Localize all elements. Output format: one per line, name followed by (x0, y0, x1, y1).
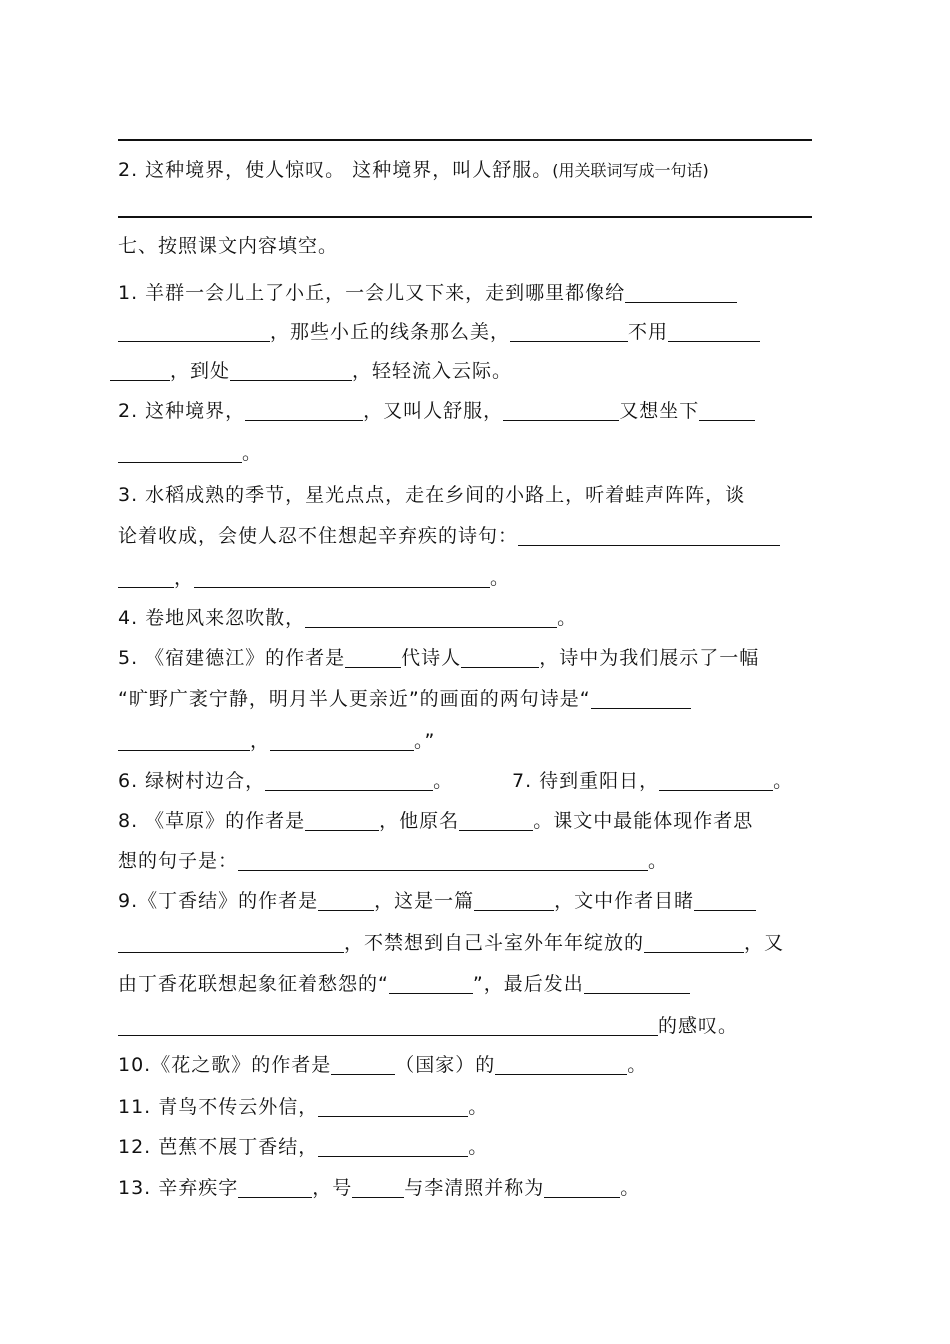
answer-blank[interactable] (668, 321, 760, 342)
answer-blank[interactable] (238, 850, 648, 871)
question-1-line-2: ，那些小丘的线条那么美， 不用 (118, 319, 760, 345)
answer-blank[interactable] (459, 810, 533, 831)
answer-blank[interactable] (270, 730, 414, 751)
answer-blank[interactable] (118, 442, 242, 463)
question-3-line-2: 论着收成，会使人忍不住想起辛弃疾的诗句： (118, 523, 780, 549)
answer-blank[interactable] (118, 321, 270, 342)
question-7: 7. 待到重阳日， 。 (512, 770, 794, 792)
question-5-line-3: ， 。” (118, 728, 435, 754)
answer-blank[interactable] (238, 1177, 312, 1198)
question-9-line-3: 由丁香花联想起象征着愁怨的“ ”，最后发出 (118, 971, 690, 997)
question-2-line-1: 2. 这种境界， ，又叫人舒服， 又想坐下 (118, 398, 755, 424)
answer-blank[interactable] (318, 1096, 468, 1117)
answer-blank[interactable] (544, 1177, 620, 1198)
question-1-line-1: 1. 羊群一会儿上了小丘，一会儿又下来，走到哪里都像给 (118, 280, 737, 306)
answer-blank[interactable] (345, 647, 401, 668)
answer-blank[interactable] (245, 400, 363, 421)
answer-blank[interactable] (318, 890, 374, 911)
answer-blank[interactable] (118, 567, 174, 588)
answer-blank[interactable] (591, 688, 691, 709)
answer-blank[interactable] (389, 973, 473, 994)
question-9-line-1: 9.《丁香结》的作者是 ，这是一篇 ，文中作者目睹 (118, 888, 756, 914)
question-4: 4. 卷地风来忽吹散， 。 (118, 607, 578, 629)
question-1-line-3: ，到处 ，轻轻流入云际。 (110, 358, 512, 384)
answer-blank[interactable] (331, 1054, 395, 1075)
answer-blank[interactable] (694, 890, 756, 911)
answer-blank[interactable] (503, 400, 619, 421)
question-11: 11. 青鸟不传云外信， 。 (118, 1096, 489, 1118)
answer-blank[interactable] (584, 973, 690, 994)
answer-blank[interactable] (699, 400, 755, 421)
answer-line[interactable] (118, 216, 812, 218)
answer-blank[interactable] (659, 770, 773, 791)
question-3-line-3: ， 。 (118, 565, 510, 591)
question-6: 6. 绿树村边合， 。 (118, 770, 454, 792)
question-10: 10.《花之歌》的作者是 （国家）的 。 (118, 1054, 648, 1076)
question-9-line-4: 的感叹。 (118, 1013, 738, 1039)
answer-blank[interactable] (265, 770, 433, 791)
answer-line[interactable] (118, 139, 812, 141)
answer-blank[interactable] (495, 1054, 627, 1075)
answer-blank[interactable] (110, 360, 170, 381)
answer-blank[interactable] (625, 282, 737, 303)
answer-blank[interactable] (118, 1015, 658, 1036)
answer-blank[interactable] (510, 321, 628, 342)
question-8-line-1: 8. 《草原》的作者是 ，他原名 。课文中最能体现作者思 (118, 810, 754, 832)
answer-blank[interactable] (318, 1136, 468, 1157)
answer-blank[interactable] (118, 932, 344, 953)
question-8-line-2: 想的句子是： 。 (118, 850, 669, 872)
answer-blank[interactable] (644, 932, 744, 953)
question-9-line-2: ，不禁想到自己斗室外年年绽放的 ，又 (118, 930, 784, 956)
answer-blank[interactable] (352, 1177, 404, 1198)
answer-blank[interactable] (461, 647, 539, 668)
question-2-line-2: 。 (118, 440, 262, 466)
answer-blank[interactable] (305, 810, 379, 831)
answer-blank[interactable] (474, 890, 554, 911)
question-13: 13. 辛弃疾字 ，号 与李清照并称为 。 (118, 1177, 641, 1199)
question-12: 12. 芭蕉不展丁香结， 。 (118, 1136, 489, 1158)
question-3-line-1: 3. 水稻成熟的季节，星光点点，走在乡间的小路上，听着蛙声阵阵，谈 (118, 484, 746, 506)
question-5-line-1: 5. 《宿建德江》的作者是 代诗人 ，诗中为我们展示了一幅 (118, 647, 760, 669)
answer-blank[interactable] (118, 730, 250, 751)
answer-blank[interactable] (194, 567, 490, 588)
section-title: 七、按照课文内容填空。 (118, 235, 339, 257)
answer-blank[interactable] (518, 525, 780, 546)
answer-blank[interactable] (305, 607, 557, 628)
answer-blank[interactable] (230, 360, 352, 381)
question-5-line-2: “旷野广袤宁静，明月半人更亲近”的画面的两句诗是“ (118, 686, 691, 712)
question-prev-2: 2. 这种境界，使人惊叹。 这种境界，叫人舒服。(用关联词写成一句话) (118, 159, 709, 181)
